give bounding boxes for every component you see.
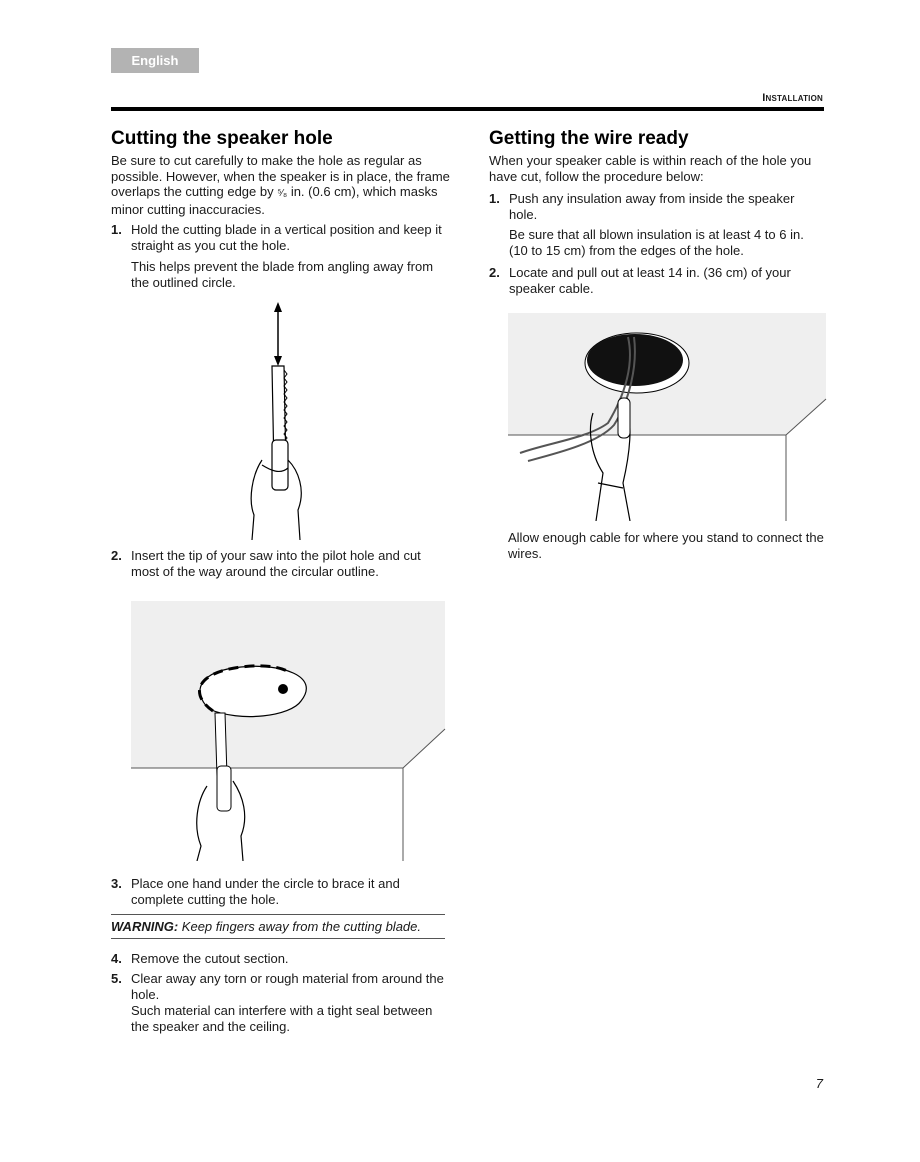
step-note: Be sure that all blown insulation is at least 4 to 6 in. (10 to 15 cm) from the edges of the hole. bbox=[509, 227, 804, 258]
saw-circle-illustration bbox=[131, 601, 446, 861]
page-number: 7 bbox=[815, 1076, 823, 1091]
warning-text: Keep fingers away from the cutting blade. bbox=[181, 919, 421, 934]
saw-vertical-illustration bbox=[240, 300, 320, 545]
header-rule bbox=[111, 107, 824, 111]
section-label: Installation bbox=[762, 92, 823, 104]
step-text: Place one hand under the circle to brace it and complete cutting the hole. bbox=[131, 876, 400, 907]
step-number: 1. bbox=[111, 222, 122, 237]
step-text: Remove the cutout section. bbox=[131, 951, 289, 966]
step-text: Hold the cutting blade in a vertical position and keep it straight as you cut the hole. bbox=[131, 222, 442, 253]
step-number: 1. bbox=[489, 191, 500, 206]
step-number: 2. bbox=[489, 265, 500, 280]
right-step-2 bbox=[489, 265, 825, 296]
step-text: Insert the tip of your saw into the pilot hole and cut most of the way around the circular outline. bbox=[131, 548, 421, 579]
intro-text: Be sure to cut carefully to make the hole as regular as possible. However, when the speaker is in place, the frame overlaps the cutting edge by bbox=[111, 153, 450, 200]
step-number: 5. bbox=[111, 971, 122, 986]
step-number: 2. bbox=[111, 548, 122, 563]
step-text: Locate and pull out at least 14 in. (36 cm) of your speaker cable. bbox=[509, 265, 791, 296]
warning-label: WARNING: bbox=[111, 919, 179, 934]
right-intro: When your speaker cable is within reach of the hole you have cut, follow the procedure below: bbox=[489, 153, 812, 184]
right-heading: Getting the wire ready bbox=[489, 128, 689, 149]
fraction: ⁵⁄₈ bbox=[277, 188, 288, 200]
left-step-4 bbox=[111, 951, 447, 967]
step-text: Push any insulation away from inside the speaker hole. bbox=[509, 191, 795, 222]
intro-text-end: in. (0.6 cm), which masks minor cutting inaccuracies. bbox=[111, 184, 438, 217]
left-step-2 bbox=[111, 548, 447, 579]
right-caption: Allow enough cable for where you stand to connect the wires. bbox=[508, 530, 824, 561]
warning-box bbox=[111, 914, 445, 939]
step-text: Clear away any torn or rough material from around the hole. bbox=[131, 971, 444, 1002]
left-step-5 bbox=[111, 971, 447, 1034]
left-step-1 bbox=[111, 222, 447, 290]
left-step-3 bbox=[111, 876, 447, 907]
step-note: Such material can interfere with a tight seal between the speaker and the ceiling. bbox=[131, 1003, 433, 1034]
left-heading: Cutting the speaker hole bbox=[111, 128, 333, 149]
right-step-1 bbox=[489, 191, 825, 258]
left-intro bbox=[111, 153, 451, 217]
pull-cable-illustration bbox=[508, 313, 828, 521]
step-number: 4. bbox=[111, 951, 122, 966]
step-number: 3. bbox=[111, 876, 122, 891]
language-tab: English bbox=[111, 48, 199, 73]
step-note: This helps prevent the blade from angling away from the outlined circle. bbox=[131, 259, 434, 290]
